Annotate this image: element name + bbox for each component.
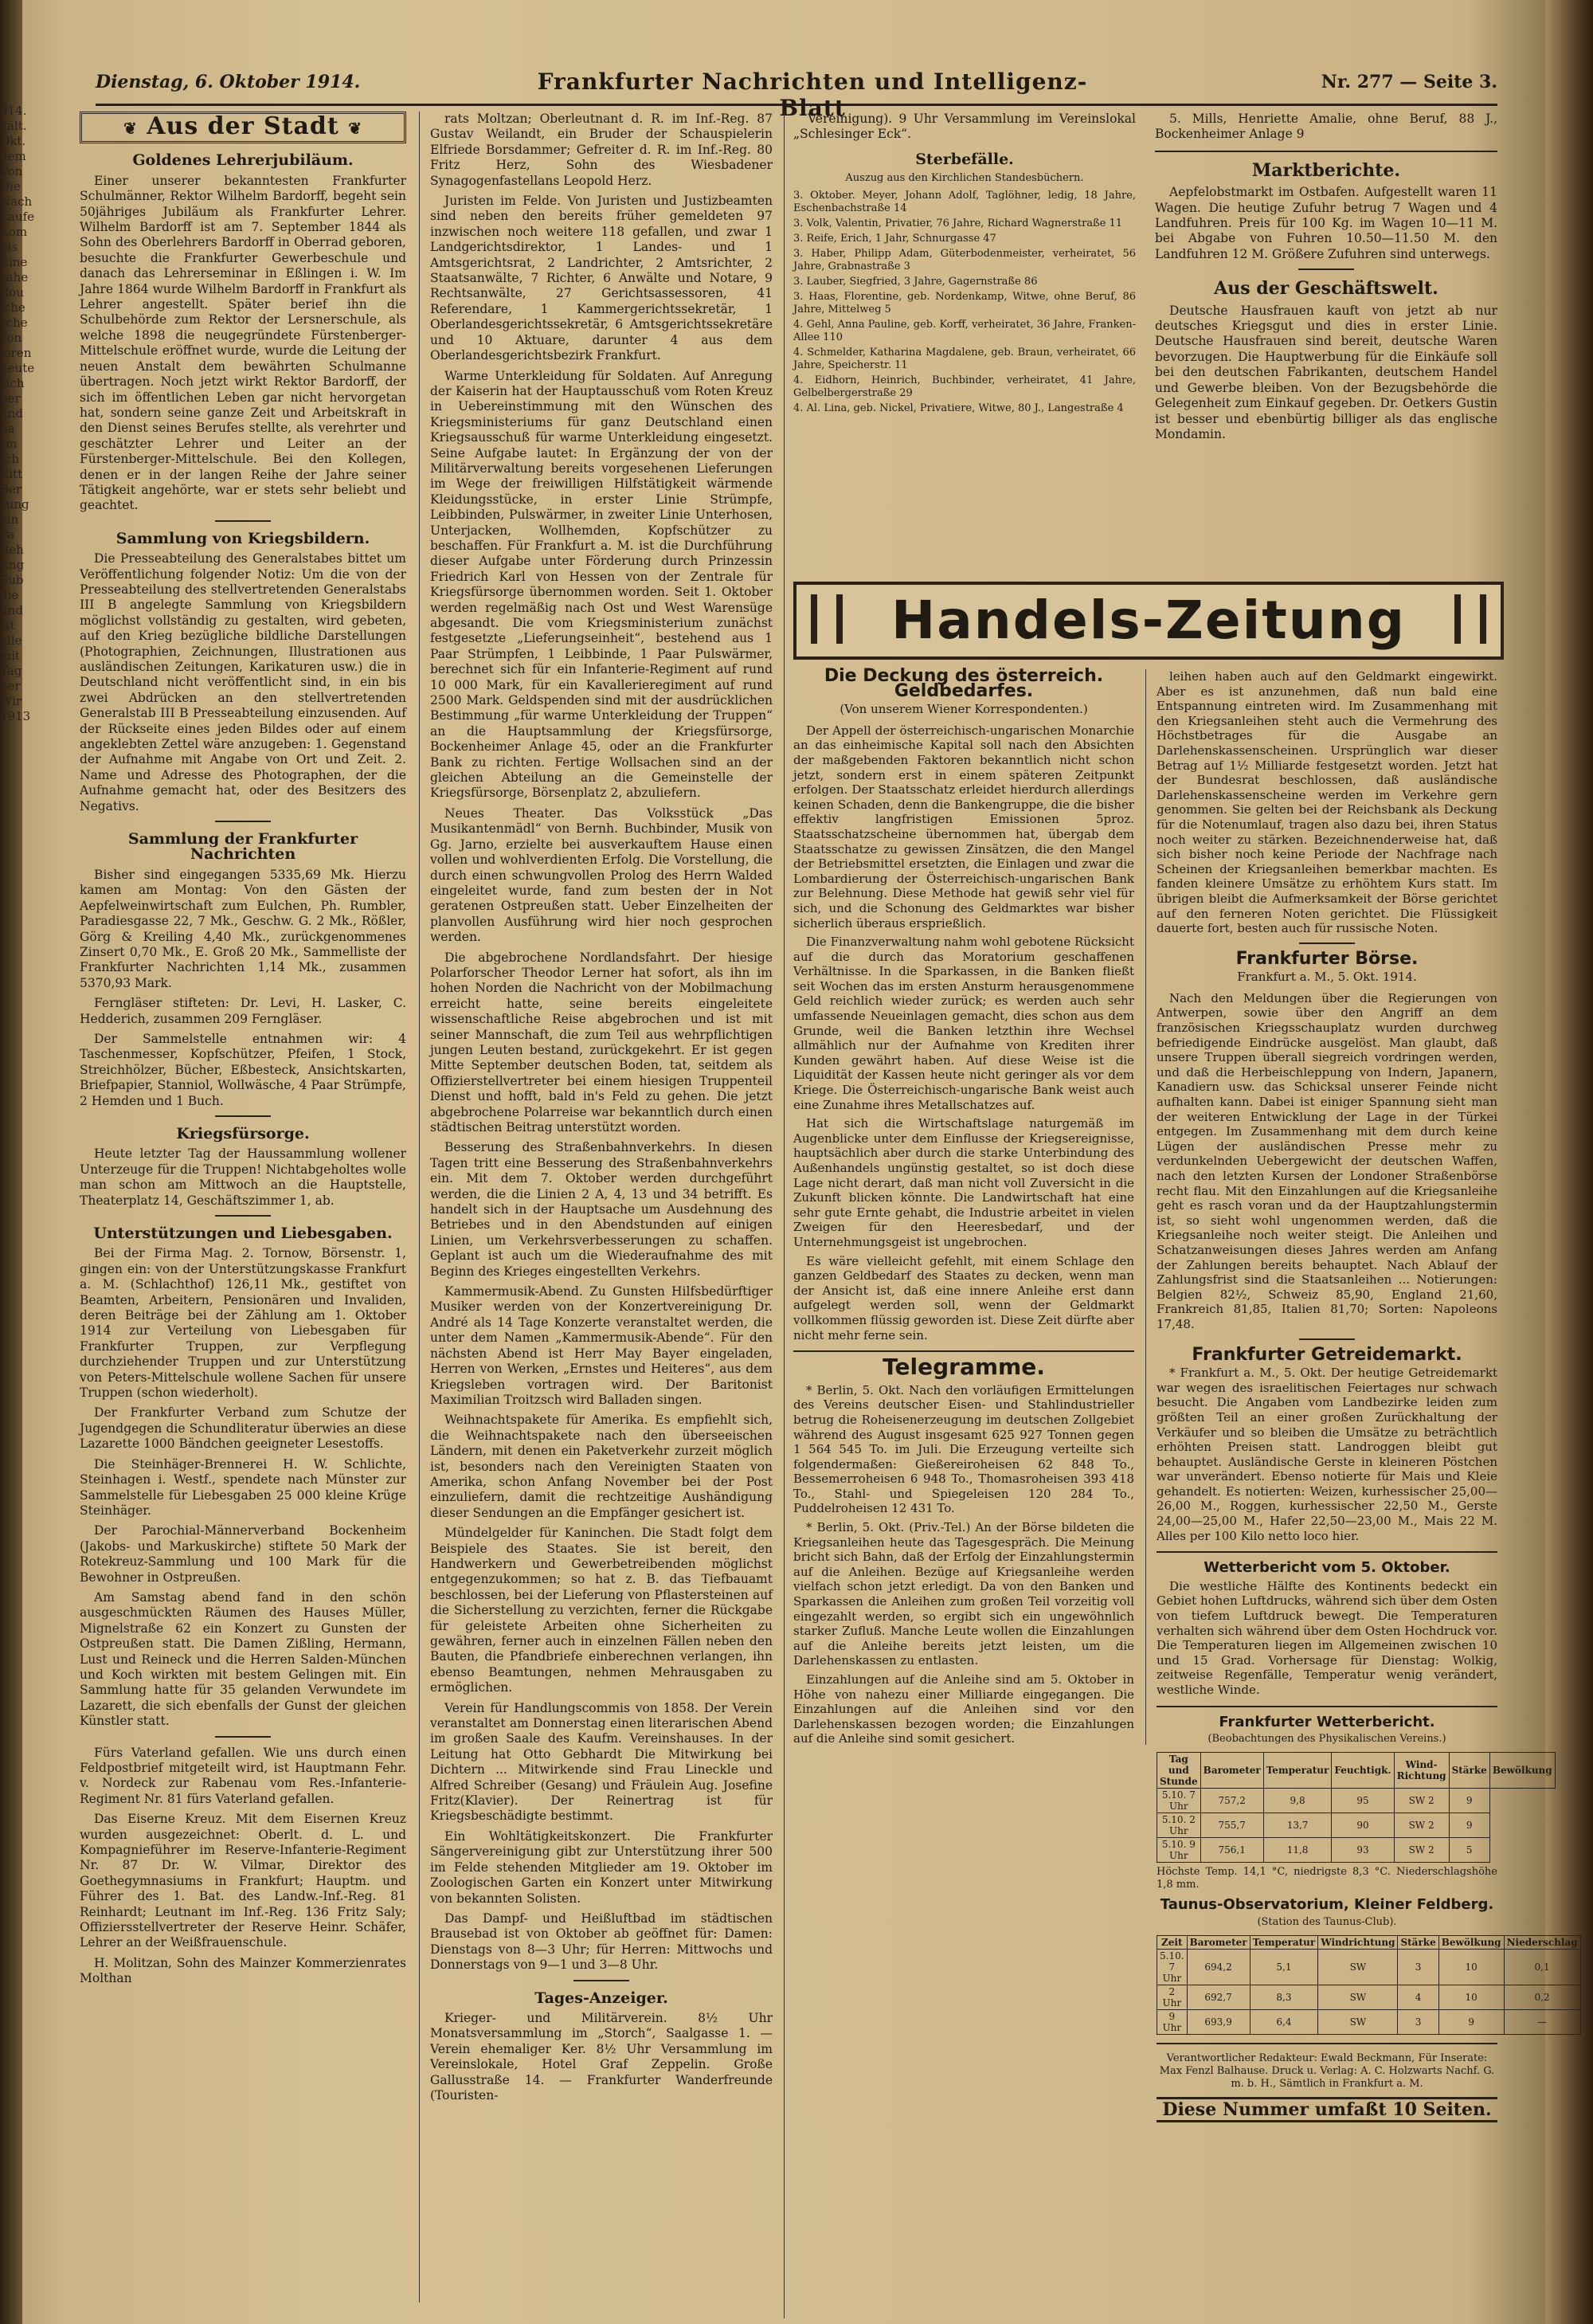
strip-fragment: Eine	[0, 255, 28, 269]
table-cell: 95	[1332, 1789, 1394, 1813]
article-text: rats Moltzan; Oberleutnant d. R. im Inf.-Reg. 87 Gustav Weilandt, ein Bruder der Schauspielerin Elfriede Borsdammer; Gefreiter d. R. im Inf.-Reg. 80 Fritz Herz, Sohn des Wiesbadener Synagogenfastellans Leopold Herz.	[430, 112, 773, 188]
article-text: Die westliche Hälfte des Kontinents bedeckt ein Gebiet hohen Luftdrucks, während sich über dem Osten von tiefem Luftdruck bewegt. Die Temperaturen verhalten sich während über dem Osten Hochdruck vor. Die Temperaturen liegen im Allgemeinen zwischen 10 und 15 Grad. Vorhersage für Dienstag: Wolkig, zeitweise Regenfälle, Temperatur wenig verändert, westliche Winde.	[1157, 1578, 1497, 1697]
issue-date: Dienstag, 6. Oktober 1914.	[96, 72, 361, 92]
article-text: Heute letzter Tag der Haussammlung wollener Unterzeuge für die Truppen! Nichtabgeholtes wolle man schon am Mittwoch an die Hauptstelle, Theaterplatz 14, Geschäftszimmer 1, ab.	[80, 1146, 406, 1208]
death-notice: 4. Eidhorn, Heinrich, Buchbinder, verheiratet, 41 Jahre, Gelbelbergerstraße 29	[793, 374, 1136, 400]
death-notice-list	[793, 190, 1136, 415]
article-text: Neues Theater. Das Volksstück „Das Musikantenmädl“ von Bernh. Buchbinder, Musik von Gg. Jarno, erzielte bei ausverkauftem Hause einen vollen und wohlverdienten Erfolg. Die Vorstellung, die durch einen schwungvollen Prolog des Herrn Walded eingeleitet wurde, fand zum besten der in Not geratenen Ostpreußen statt. Ueber Einzelheiten der planvollen Ausführung wird hier noch gesprochen werden.	[430, 805, 773, 945]
article-text: Fürs Vaterland gefallen. Wie uns durch einen Feldpostbrief mitgeteilt wird, ist Hauptmann Fehr. v. Nordeck zur Rabenau vom Res.-Infanterie-Regiment Nr. 81 fürs Vaterland gefallen.	[80, 1745, 406, 1806]
divider	[215, 821, 271, 822]
column-header: Barometer	[1187, 1935, 1250, 1949]
headline: Wetterbericht vom 5. Oktober.	[1204, 1559, 1450, 1577]
strip-fragment: sung	[0, 497, 29, 511]
headline: Tages-Anzeiger.	[534, 1989, 668, 2007]
divider	[793, 1350, 1134, 1352]
article-text: * Berlin, 5. Okt. (Priv.-Tel.) An der Börse bildeten die Kriegsanleihen heute das Tagesgespräch. Die Meinung bricht sich Bahn, daß der Erfolg der Einzahlungstermin auf die Anleihen. Bezüge auf Kriegsanleihe werden vielfach schon jetzt erledigt. Da von den Banken und Sparkassen die Anleihen zum großen Teil vorzeitig voll eingezahlt werden, so ergibt sich ein ungewöhnlich starker Zufluß. Manche Leute wollen die Einzahlungen auf die Anleihe bereits jetzt leisten, um die Darlehenskassen zu entlasten.	[793, 1520, 1134, 1668]
article-text: leihen haben auch auf den Geldmarkt eingewirkt. Aber es ist anzunehmen, daß nun bald eine Entspannung eintreten wird. Im Zusammenhang mit den Kriegsanleihen steht auch die Vermehrung des Höchstbetrages für die Ausgabe an Darlehenskassenscheinen. Ursprünglich war dieser Betrag auf 1½ Milliarde festgesetzt worden. Jetzt hat der Bundesrat beschlossen, daß ausländische Darlehenskassenscheine werden im Verkehre gern genommen. Sie gelten bei der Reichsbank als Deckung für die Notenumlauf, tragen also dazu bei, ihren Status noch weiter zu stärken. Bezeichnenderweise hat, daß sich bisher noch keine Periode der Nachfrage nach Scheinen der Kriegsanleihen bemerkbar machten. Es fanden kleinere Umsätze zu erhöhtem Kurs statt. Im übrigen bleibt die Aufmerksamkeit der Börse gerichtet auf den ferneren Noten gerichtet. Die Flüssigkeit dauerte fort, besten auch für russische Noten.	[1157, 669, 1497, 936]
strip-fragment: Sub	[0, 573, 24, 587]
strip-fragment: ber	[0, 679, 21, 693]
death-notice: 3. Lauber, Siegfried, 3 Jahre, Gagernstraße 86	[793, 276, 1038, 288]
table-cell: 5.10. 7 Uhr	[1157, 1789, 1201, 1813]
strip-fragment: rm	[0, 437, 18, 451]
table-cell: 693,9	[1187, 2009, 1250, 2034]
article-text: * Frankfurt a. M., 5. Okt. Der heutige Getreidemarkt war wegen des israelitischen Feiertages nur schwach besucht. Die Angaben vom Landbezirke leiden zum größten Teil an einer großen Zurückhaltung der Verkäufer und so bleiben die Umsätze zu beträchtlich erhöhten Preisen statt. Landroggen bleibt gut behauptet. Ausländische Gerste in kleineren Pöstchen war unverändert. Ebenso notierte für Mais und Kleie gehandelt. Es notierten: Weizen, kurhessischer 25,00—26,00 M., Roggen, kurhessischer 22,50 M., Gerste 24,00—25,00 M., Hafer 22,50—23,00 M., Mais 22 M. Alles per 100 Kilo netto loco hier.	[1157, 1366, 1497, 1543]
divider	[1157, 2043, 1497, 2044]
article-text: H. Molitzan, Sohn des Mainzer Kommerzienrates Molthan	[80, 1955, 406, 1986]
article-text: Hat sich die Wirtschaftslage naturgemäß im Augenblicke unter dem Einflusse der Kriegsereignisse, hauptsächlich aber durch die starke Unterbindung des Außenhandels ungünstig gestaltet, so ist doch diese Lage nicht derart, daß man nicht voll Zuversicht in die Zukunft blicken könnte. Die Landwirtschaft hat eine sehr gute Ernte gehabt, die Industrie arbeitet in vielen Zweigen für den Heeresbedarf, und der Unternehmungsgeist ist ungebrochen.	[793, 1116, 1134, 1249]
table-cell: 5.10. 9 Uhr	[1157, 1838, 1201, 1863]
column-header: Windrichtung	[1318, 1935, 1398, 1949]
table-row	[1157, 1985, 1581, 2009]
weather-table	[1157, 1752, 1556, 1863]
column-header: Tag und Stunde	[1157, 1753, 1201, 1789]
death-notice: 4. Al. Lina, geb. Nickel, Privatiere, Witwe, 80 J., Langestraße 4	[793, 402, 1124, 415]
divider	[1298, 268, 1354, 270]
article-text: 5. Mills, Henriette Amalie, ohne Beruf, 88 J., Bockenheimer Anlage 9	[1155, 112, 1497, 142]
article-text: * Berlin, 5. Okt. Nach den vorläufigen Ermittelungen des Vereins deutscher Eisen- und Stahlindustrieller betrug die Roheisenerzeugung im deutschen Zollgebiet während des August insgesamt 625 927 Tonnen gegen 1 564 545 To. im Juli. Die Erzeugung verteilte sich folgendermaßen: Gießereiroheisen 62 848 To., Bessemerroheisen 6 948 To., Thomasroheisen 393 418 To., Stahl- und Spiegeleisen 120 284 To., Puddelroheisen 12 431 To.	[793, 1382, 1134, 1516]
divider	[1157, 1551, 1497, 1553]
divider	[1157, 1706, 1497, 1707]
table-cell: 6,4	[1250, 2009, 1318, 2034]
table-cell: 9	[1449, 1813, 1489, 1838]
taunus-table	[1157, 1935, 1581, 2035]
table-cell: 756,1	[1200, 1838, 1263, 1863]
divider	[1299, 943, 1355, 944]
handels-column-right	[1157, 669, 1578, 2310]
strip-fragment: Ritt	[0, 467, 23, 481]
table-cell: 5.10. 7 Uhr	[1157, 1949, 1188, 1985]
column-header: Wind-Richtung	[1394, 1753, 1449, 1789]
table-cell: 5,1	[1250, 1949, 1318, 1985]
ornament-icon: ❦	[348, 119, 362, 138]
headline: Taunus-Observatorium, Kleiner Feldberg.	[1160, 1896, 1494, 1914]
headline: Frankfurter Börse.	[1235, 948, 1419, 969]
table-cell: 9	[1449, 1789, 1489, 1813]
strip-fragment: 1913	[0, 709, 31, 723]
column-header: Stärke	[1449, 1753, 1489, 1789]
table-cell: 3	[1398, 1949, 1438, 1985]
article-text: Nach den Meldungen über die Regierungen von Antwerpen, sowie über den Angriff an dem französischen Kriegsschauplatz wurden durchweg befriedigende Eindrücke ausgelöst. Man glaubt, daß unsere Truppen überall siegreich vordringen werden, und daß die Herbeischleppung von Indern, Japanern, Kanadiern usw. das Schicksal unserer Feinde nicht aufhalten kann. Dabei ist einiger Spannung sieht man der weiteren Entwicklung der Lage in der Türkei entgegen. Im Zusammenhang mit dem durch keine Lügen der ausländischen Presse mehr zu verdunkelnden Uebergewicht der deutschen Waffen, nach den letzten Kursen der Londoner Straßenbörse recht flau. Mit den Einzahlungen auf die Kriegsanleihe geht es rasch voran und da der Hauptzahlungstermin ist, so sieht wohl ungenommen werden, daß die Kriegsanleihe noch weiter steigt. Die Anleihen und Schatzanweisungen dieses Jahres werden am Anfang der Zahlungen bereits behauptet. Nach Ablauf der Zahlungsfrist sind die Staatsanleihen ... Notierungen: Belgien 82½, Schweiz 85,90, England 21,60, Frankreich 81,85, Italien 81,70; Sorten: Napoleons 17,48.	[1157, 990, 1497, 1331]
article-text: Besserung des Straßenbahnverkehrs. In diesen Tagen tritt eine Besserung des Straßenbahnverkehrs ein. Mit dem 7. Oktober werden durchgeführt werden, die die Linien 2 A, 4, 13 und 34 betrifft. Es handelt sich in der Hauptsache um Ausdehnung des Betriebes und in den Abendstunden auf einigen Linien, um Verkehrsverbesserungen zu schaffen. Geplant ist auch um die Wiederaufnahme des mit Beginn des Krieges eingestellten Verkehrs.	[430, 1140, 773, 1279]
strip-fragment: ieren	[0, 346, 32, 360]
headline: Goldenes Lehrerjubiläum.	[132, 151, 354, 170]
table-cell: 10	[1438, 1985, 1504, 2009]
divider	[215, 1736, 271, 1738]
table-cell: 692,7	[1187, 1985, 1250, 2009]
banner-ornament	[811, 594, 843, 644]
table-cell: 0,1	[1504, 1949, 1580, 1985]
article-text: Kammermusik-Abend. Zu Gunsten Hilfsbedürftiger Musiker werden von der Konzertvereinigung Dr. André als 14 Tage Konzerte veranstaltet werden, die unter dem Namen „Kammermusik-Abende“. Für den nächsten Abend ist Herr May Bayer eingeladen, Herren von Werken, „Ernstes und Heiteres“, aus dem Kriegsleben vortragen wird. Der Baritonist Maximilian Troitzsch wird Balladen singen.	[430, 1284, 773, 1407]
divider	[215, 1215, 271, 1217]
subheadline: (Beobachtungen des Physikalischen Vereins.)	[1207, 1733, 1446, 1746]
strip-fragment: Nach	[0, 194, 33, 209]
table-row	[1157, 1813, 1556, 1838]
strip-fragment: sahe	[0, 270, 29, 284]
handels-column-left	[793, 666, 1146, 1746]
table-cell: 93	[1332, 1838, 1394, 1863]
strip-fragment: ist	[0, 618, 15, 633]
table-cell: 4	[1398, 1985, 1438, 2009]
subheadline: (Von unserem Wiener Korrespondenten.)	[840, 702, 1088, 717]
section-header-stadt	[80, 112, 406, 143]
strip-fragment: Ber	[0, 482, 22, 496]
table-cell: 9	[1438, 2009, 1504, 2034]
table-row	[1157, 1789, 1556, 1813]
strip-fragment: sche	[0, 315, 28, 330]
column-header: Barometer	[1200, 1753, 1263, 1789]
dateline: Frankfurt a. M., 5. Okt. 1914.	[1237, 970, 1417, 985]
article-text: Die abgebrochene Nordlandsfahrt. Der hiesige Polarforscher Theodor Lerner hat sofort, als ihn im hohen Norden die Nachricht von der Mobilmachung erreicht hatte, seine bereits eingeleitete wissenschaftliche Reise abgebrochen und ist mit seiner Mannschaft, die zum Teil aus wehrpflichtigen jungen Leuten bestand, zurückgekehrt. Er ist gegen Mitte September deutschen Boden, tat, seitdem als Offizierstellvertreter bei einem hiesigen Truppenteil Dienst und hofft, bald in's Feld zu gehen. Die jetzt abgebrochene Polarreise war bekanntlich durch einen städtischen Beitrag unterstützt worden.	[430, 950, 773, 1135]
article-text: Aepfelobstmarkt im Ostbafen. Aufgestellt waren 11 Wagen. Die heutige Zufuhr betrug 7 Wagen und 4 Landfuhren. Preis für 100 Kg. im Wagen 10—11 M. bei Abgabe von Fuhren 10.50—11.50 M. den Landfuhren 12 M. Größere Zufuhren sind unterwegs.	[1155, 185, 1497, 261]
ornament-icon: ❦	[123, 119, 138, 138]
death-notice: 4. Gehl, Anna Pauline, geb. Korff, verheiratet, 36 Jahre, Franken-Allee 110	[793, 319, 1136, 344]
article-text: Juristen im Felde. Von Juristen und Justizbeamten sind neben den bereits früher gemeldeten 97 inzwischen noch weitere 118 gefallen, und zwar 1 Landgerichtsdirektor, 1 Landes- und 1 Amtsgerichtsrat, 2 Landrichter, 2 Amtsrichter, 2 Staatsanwälte, 7 Richter, 6 Anwälte und Notare, 9 Rechtsanwälte, 27 Gerichtsassessoren, 41 Referendare, 1 Kammergerichtssekretär, 1 Oberlandesgerichtssekretär, 6 Amtsgerichtssekretäre und 10 Aktuare, darunter 4 aus dem Oberlandesgerichtsbezirk Frankfurt.	[430, 194, 773, 363]
column-1	[80, 112, 420, 2302]
column-header: Bewölkung	[1489, 1753, 1555, 1789]
column-header: Temperatur	[1250, 1935, 1318, 1949]
strip-fragment: und	[0, 603, 23, 617]
section-banner-handelszeitung	[793, 582, 1504, 660]
strip-fragment: Eng	[0, 558, 25, 572]
column-2	[430, 112, 785, 2318]
table-cell: 3	[1398, 2009, 1438, 2034]
cut-off-column	[0, 104, 46, 2175]
table-cell: 13,7	[1263, 1813, 1332, 1838]
table-cell: SW	[1318, 1949, 1398, 1985]
table-cell: —	[1504, 2009, 1580, 2034]
masthead	[96, 69, 1497, 121]
headline: Marktberichte.	[1251, 159, 1401, 181]
strip-fragment: Tag	[0, 664, 22, 678]
headline: Die Deckung des österreich. Geldbedarfes.	[824, 666, 1104, 701]
divider	[1299, 1338, 1355, 1340]
table-cell: SW 2	[1394, 1789, 1449, 1813]
article-text: Die Finanzverwaltung nahm wohl gebotene Rücksicht auf die durch das Moratorium geschaffenen Verhältnisse. In die Sparkassen, in die Banken fließt seit Wochen das im ersten Ansturm herausgenommene Geld reichlich wieder zurück; es werden auch sehr umfassende Neueinlagen gemacht, dies schon aus dem Grunde, weil die Banken letzthin ihre Wechsel allmählich nur der Aufnahme von Krediten ihrer Kunden gewährt haben. Auf diese Weise ist die Liquidität der Kassen heute nicht geringer als vor dem Kriege. Die Österreichisch-ungarische Bank weist auch eine Zunahme ihres Metallschatzes auf.	[793, 935, 1134, 1112]
strip-fragment: Reh	[0, 543, 24, 557]
strip-fragment: Pa	[0, 527, 15, 542]
column-header: Zeit	[1157, 1935, 1188, 1949]
headline: Frankfurter Getreidemarkt.	[1192, 1344, 1462, 1365]
strip-fragment: pa	[0, 421, 15, 436]
section-title: Aus der Stadt	[147, 112, 339, 140]
article-text: Deutsche Hausfrauen kauft von jetzt ab nur deutsches Kriegsgut und dies in erster Linie. Deutsche Hausfrauen sind bereit, deutsche Waren bevorzugen. Die Hauptwerbung für die Einkäufe soll bei den deutschen Fabrikanten, deutschem Handel und Gewerbe bleiben. Von der Bezugsbehörde die Gelegenheit zum Einkauf gegeben. Dr. Oetkers Gustin ist besser und ebenbürtig billiger als das englische Mondamin.	[1155, 303, 1497, 441]
table-cell: 755,7	[1200, 1813, 1263, 1838]
divider	[573, 1980, 629, 1981]
death-notice: 3. Oktober. Meyer, Johann Adolf, Taglöhner, ledig, 18 Jahre, Eschenbachstraße 14	[793, 190, 1136, 215]
death-notice: 4. Schmelder, Katharina Magdalene, geb. Braun, verheiratet, 66 Jahre, Speicherstr. 11	[793, 347, 1136, 372]
strip-fragment: sich	[0, 376, 25, 390]
article-text: Ein Wohltätigkeitskonzert. Die Frankfurter Sängervereinigung gibt zur Unterstützung ihrer 500 im Felde stehenden Mitglieder am 19. Oktober im Zoologischen Garten ein Konzert unter Mitwirkung von bekannten Solisten.	[430, 1828, 773, 1906]
strip-fragment: kält.	[0, 119, 27, 133]
banner-title: Handels-Zeitung	[890, 590, 1407, 651]
article-text: Bei der Firma Mag. 2. Tornow, Börsenstr. 1, gingen ein: von der Unterstützungskasse Frankfurt a. M. (Schlachthof) 126,11 Mk., gestiftet von Beamten, Arbeitern, Pensionären und Invaliden, deren Beiträge bei der Zählung am 1. Oktober 1914 zur Verteilung von Liebesgaben für Frankfurter Truppen, zur Verpflegung durchziehender Truppen und zur Unterstützung von Peters-Mittelschule wollene Sachen für unsere Truppen (schon wiederholt).	[80, 1246, 406, 1401]
table-cell: 9 Uhr	[1157, 2009, 1188, 2034]
table-cell: SW	[1318, 2009, 1398, 2034]
strip-fragment: iche	[0, 300, 25, 315]
table-cell: SW	[1318, 1985, 1398, 2009]
headline: Sterbefälle.	[915, 150, 1014, 168]
article-text: Der Parochial-Männerverband Bockenheim (Jakobs- und Markuskirche) stiftete 50 Mark der Rotekreuz-Sammlung und 100 Mark für die Bewohner in Ostpreußen.	[80, 1523, 406, 1585]
headline: Sammlung von Kriegsbildern.	[115, 529, 370, 547]
table-cell: 8,3	[1250, 1985, 1318, 2009]
article-text: Ferngläser stifteten: Dr. Levi, H. Lasker, C. Hedderich, zusammen 209 Ferngläser.	[80, 996, 406, 1026]
strip-fragment: und	[0, 406, 23, 421]
article-text: Mündelgelder für Kaninchen. Die Stadt folgt dem Beispiele des Staates. Sie ist bereit, den Handwerkern und Gewerbetreibenden möglichst entgegenzukommen; so hat z. B. das Tiefbauamt beschlossen, bei der Lieferung von Pflastersteinen auf die Sicherstellung zu verzichten, ferner die Rückgabe für geleistete Arbeiten ohne Sicherheiten zu gewähren, ferner auch in einzelnen Fällen neben den Bauten, die Pfandbriefe einberechnen verlangen, ihn ebenso Beamtungen, nehmen Mehrausgaben zu ermöglichen.	[430, 1526, 773, 1695]
table-cell: 694,2	[1187, 1949, 1250, 1985]
death-notice: 3. Haber, Philipp Adam, Güterbodenmeister, verheiratet, 56 Jahre, Grabnastraße 3	[793, 248, 1136, 273]
table-cell: SW 2	[1394, 1838, 1449, 1863]
strip-fragment: Ich	[0, 452, 19, 466]
strip-fragment: die	[0, 588, 19, 602]
weather-note: Höchste Temp. 14,1 °C, niedrigste 8,3 °C. Niederschlagshöhe 1,8 mm.	[1157, 1866, 1497, 1891]
article-text: Die Presseabteilung des Generalstabes bittet um Veröffentlichung folgender Notiz: Um die von der Presseabteilung des stellvertretenden Generalstabs III B angelegte Sammlung von Kriegsbildern möglichst vollständig zu gestalten, wird gebeten, auf den Krieg bezügliche bildliche Darstellungen (Photographien, Zeichnungen, Illustrationen aus ausländischen Zeitungen, Karikaturen usw.) die in Deutschland nicht veröffentlicht sind, in ein bis zwei Abdrücken an den stellvertretenden Generalstab III B Presseabteilung einzusenden. Auf der Rückseite eines jeden Bildes oder auf einem angeklebten Zettel wäre anzugeben: 1. Gegenstand der Aufnahme mit Angabe von Ort und Zeit. 2. Name und Adresse des Photographen, der die Aufnahme gemacht hat, oder des Besitzers des Negativs.	[80, 551, 406, 813]
divider	[1155, 151, 1497, 152]
article-text: Das Dampf- und Heißluftbad im städtischen Brausebad ist von Oktober ab geöffnet für: Damen: Dienstags von 8—3 Uhr; für Herren: Mittwochs und Donnerstags von 9—1 und 3—8 Uhr.	[430, 1911, 773, 1973]
article-text: Der Sammelstelle entnahmen wir: 4 Taschenmesser, Kopfschützer, Pfeifen, 1 Stock, Streichhölzer, Bücher, Eßbesteck, Ansichtskarten, Briefpapier, Stanniol, Wollwäsche, 4 Paar Strümpfe, 2 Hemden und 1 Buch.	[80, 1031, 406, 1108]
headline: Unterstützungen und Liebesgaben.	[93, 1225, 393, 1242]
headline: Aus der Geschäftswelt.	[1214, 278, 1438, 300]
column-4	[1155, 112, 1497, 574]
article-text: Am Samstag abend fand in den schön ausgeschmückten Räumen des Hauses Müller, Mignelstraße 62 ein Konzert zu Gunsten der Ostpreußen statt. Die Damen Zißling, Hermann, Lust und Reineck und die Herren Salden-München und Koch wirkten mit bestem Gelingen mit. Ein Sammlung hatte für 35 gelanden Verwundete im Lazarett, die sich ebenfalls der Gunst der gleichen Künstler statt.	[80, 1589, 406, 1729]
column-3	[793, 112, 1136, 574]
article-text: Verein für Handlungscommis von 1858. Der Verein veranstaltet am Donnerstag einen literarischen Abend im großen Saale des Kaufm. Vereinshauses. In der Leitung hat Otto Gebhardt Die Mitwirkung bei Dichtern ... Mitwirkende sind Frau Lineckle und Alfred Schreiber (Gesang) und Fräulein Aug. Josefine Fritz(Klavier). Der Reinertrag ist für Kriegsbeschädigte bestimmt.	[430, 1700, 773, 1824]
article-text: Vereinigung). 9 Uhr Versammlung im Vereinslokal „Schlesinger Eck“.	[793, 112, 1136, 142]
article-text: Weihnachtspakete für Amerika. Es empfiehlt sich, die Weihnachtspakete nach den überseeischen Ländern, mit denen ein Paketverkehr zurzeit möglich ist, besonders nach den Vereinigten Staaten von Amerika, schon Anfang November bei der Post einzuliefern, damit die rechtzeitige Aushändigung dieser Sendungen an die Empfänger gesichert ist.	[430, 1413, 773, 1520]
column-header: Niederschlag	[1504, 1935, 1580, 1949]
article-text: Bisher sind eingegangen 5335,69 Mk. Hierzu kamen am Montag: Von den Gästen der Aepfelweinwirtschaft zum Eulchen, Ph. Rumbler, Paradiesgasse 22, 7 Mk., Geschw. G. 2 Mk., Rößler, Görg & Kreiling 4,40 Mk., zurückgenommenes Zinsert 0,70 Mk., E. Groß 20 Mk., Sammelliste der Frankfurter Nachrichten 1,14 Mk., zusammen 5370,93 Mark.	[80, 867, 406, 990]
column-header: Temperatur	[1263, 1753, 1332, 1789]
strip-fragment: von	[0, 331, 22, 345]
article-text: Der Frankfurter Verband zum Schutze der Jugendgegen die Schundliteratur überwies an diese Lazarette 1000 Bändchen geeigneter Lesestoffs.	[80, 1405, 406, 1452]
table-body	[1157, 1949, 1581, 2034]
table-cell: 5	[1449, 1838, 1489, 1863]
table-cell: 0,2	[1504, 1985, 1580, 2009]
column-header: Stärke	[1398, 1935, 1438, 1949]
headline: Kriegsfürsorge.	[176, 1124, 310, 1142]
strip-fragment: Kom	[0, 225, 28, 239]
article-text: Es wäre vielleicht gefehlt, mit einem Schlage den ganzen Geldbedarf des Staates zu decken, wenn man der Ansicht ist, daß eine innere Anleihe erst dann aufgelegt werden soll, wenn der Geldmarkt vollkommen flüssig geworden ist. Diese Zeit dürfte aber nicht mehr ferne sein.	[793, 1253, 1134, 1342]
issue-number: Nr. 277 — Seite 3.	[1321, 72, 1497, 92]
death-notice: 3. Volk, Valentin, Privatier, 76 Jahre, Richard Wagnerstraße 11	[793, 218, 1123, 230]
headline: Frankfurter Wetterbericht.	[1219, 1713, 1435, 1730]
table-cell: SW 2	[1394, 1813, 1449, 1838]
column-header: Feuchtigk.	[1332, 1753, 1394, 1789]
death-notice: 3. Haas, Florentine, geb. Nordenkamp, Witwe, ohne Beruf, 86 Jahre, Mittelweg 5	[793, 291, 1136, 316]
strip-fragment: Laufe	[0, 210, 34, 224]
table-cell: 2 Uhr	[1157, 1985, 1188, 2009]
divider	[215, 1115, 271, 1117]
article-text: Das Eiserne Kreuz. Mit dem Eisernen Kreuz wurden ausgezeichnet: Oberlt. d. L. und Kompagnieführer im Reserve-Infanterie-Regiment Nr. 87 Dr. W. Vilmar, Direktor des Goethegymnasiums in Frankfurt; Hauptm. und Führer des 1. Bat. des Landw.-Inf.-Reg. 81 Reinhardt; Leutnant im Inf.-Reg. 136 Fritz Saly; Offiziersstellvertreter der Reserve Heinr. Schäfer, Lehrer an der Weißfrauenschule.	[80, 1812, 406, 1950]
table-header	[1157, 1935, 1581, 1949]
strip-fragment: mit	[0, 649, 21, 663]
table-cell: 9,8	[1263, 1789, 1332, 1813]
strip-fragment: ein	[0, 512, 19, 527]
table-cell: 90	[1332, 1813, 1394, 1838]
imprint: Verantwortlicher Redakteur: Ewald Beckmann, Für Inserate: Max Fenzl Balhause. Druck u. Verlag: A. C. Holzwarts Nachf. G. m. b. H., Sämtlich in Frankfurt a. M.	[1159, 2052, 1495, 2090]
divider	[215, 520, 271, 522]
subheadline: Auszug aus den Kirchlichen Standesbüchern.	[845, 172, 1084, 185]
table-cell: 10	[1438, 1949, 1504, 1985]
article-text: Der Appell der österreichisch-ungarischen Monarchie an das einheimische Kapital soll nach den Absichten der maßgebenden Faktoren bekanntlich nicht schon jetzt, sondern erst in einem späteren Zeitpunkt erfolgen. Der Staatsschatz erleidet hierdurch allerdings keinen Schaden, denn die Bankengruppe, die die bisher effektiv langfristigen Emissionen 5proz. Staatsschatzscheine übernommen hat, übergab dem Staatsschatze zu gewissen Zinsätzen, die den Mangel der Betriebsmittel ersetzten, die Einlagen und zwar die Lombardierung der Österreichisch-ungarischen Bank zur Belehnung. Diese Methode hat gewiß sehr viel für sich, und die Schonung des Geldmarktes war bisher sicherlich überaus ersprießlich.	[793, 723, 1134, 931]
strip-fragment: heute	[0, 361, 35, 375]
headline: Sammlung der Frankfurter Nachrichten	[127, 830, 358, 864]
table-cell: 11,8	[1263, 1838, 1332, 1863]
subheadline: (Station des Taunus-Club).	[1257, 1915, 1397, 1928]
strip-fragment: Von	[0, 164, 23, 178]
table-cell: 757,2	[1200, 1789, 1263, 1813]
article-text: Einzahlungen auf die Anleihe sind am 5. Oktober in Höhe von nahezu einer Milliarde eingegangen. Die Einzahlungen auf die Anleihen sind vor den Darlehenskassen bezogen worden; die Einzahlungen auf die Anleihe sind somit gesichert.	[793, 1672, 1134, 1746]
death-notice: 3. Reife, Erich, 1 Jahr, Schnurgasse 47	[793, 233, 996, 245]
newspaper-title: Frankfurter Nachrichten und Intelligenz-Blatt	[537, 69, 1088, 121]
strip-fragment: dem	[0, 149, 26, 163]
table-row	[1157, 2009, 1581, 2034]
banner-ornament	[1454, 594, 1486, 644]
article-text: Krieger- und Militärverein. 8½ Uhr Monatsversammlung im „Storch“, Saalgasse 1. — Verein ehemaliger Ker. 8½ Uhr Versammlung im Vereinslokale, Hotel Graf Zeppelin. Große Gallusstraße 14. — Frankfurter Wanderfreunde (Touristen-	[430, 2010, 773, 2103]
strip-fragment: bis	[0, 240, 18, 254]
strip-fragment: Rou	[0, 285, 24, 300]
article-text: Die Steinhäger-Brennerei H. W. Schlichte, Steinhagen i. Westf., spendete nach Münster zur Sammelstelle für Liebesgaben 25 000 kleine Krüge Steinhäger.	[80, 1456, 406, 1518]
column-header: Bewölkung	[1438, 1935, 1504, 1949]
page-count-notice: Diese Nummer umfaßt 10 Seiten.	[1157, 2097, 1497, 2123]
strip-fragment: Die	[0, 179, 21, 194]
table-row	[1157, 1838, 1556, 1863]
table-body	[1157, 1789, 1556, 1863]
table-cell: 5.10. 2 Uhr	[1157, 1813, 1201, 1838]
table-header	[1157, 1753, 1556, 1789]
strip-fragment: 914.	[0, 104, 27, 118]
strip-fragment: Wir	[0, 694, 22, 708]
article-text: Warme Unterkleidung für Soldaten. Auf Anregung der Kaiserin hat der Hauptausschuß vom Roten Kreuz in Uebereinstimmung mit den Wünschen des Kriegsministeriums für ganz Deutschland einen Kriegsausschuß für warme Unterkleidung eingesetzt. Seine Aufgabe lautet: In Ergänzung der von der Militärverwaltung bereits vorgesehenen Lieferungen im Wege der freiwilligen Hilfstätigkeit wärmende Kleidungsstücke, in erster Linie Strümpfe, Leibbinden, Pulswärmer, in zweiter Linie Unterhosen, Unterjacken, Wollhemden, Kopfschützer zu beschaffen. Für Frankfurt a. M. ist die Durchführung dieser Aufgabe unter Förderung durch Prinzessin Friedrich Karl von Hessen von der Zentrale für Kriegsfürsorge übernommen worden. Seit 1. Oktober werden regelmäßig nach Ost und West Warensüge abgesandt. Die vom Kriegsministerium zunächst festgesetzte „Lieferungseinheit“, bestehend aus 1 Paar Strümpfen, 1 Leibbinde, 1 Paar Pulswärmer, berechnet sich für ein Infanterie-Regiment auf rund 10 000 Mark, für ein Kavallerieregiment auf rund 2500 Mark. Geldspenden sind mit der ausdrücklichen Bestimmung „für warme Unterkleidung der Truppen“ an die Hauptsammlung der Kriegsfürsorge, Bockenheimer Anlage 45, oder an die Frankfurter Bank zu richten. Fertige Wollsachen sind an der gleichen Abteilung an die Gemeinstelle der Kriegsfürsorge, Börsenplatz 2, abzuliefern.	[430, 368, 773, 801]
strip-fragment: alle	[0, 633, 22, 648]
headline: Telegramme.	[883, 1354, 1045, 1381]
strip-fragment: ber	[0, 391, 21, 406]
article-text: Einer unserer bekanntesten Frankfurter Schulmänner, Rektor Wilhelm Bardorff, begeht sein 50jähriges Jubiläum als Frankfurter Lehrer. Wilhelm Bardorff ist am 7. September 1844 als Sohn des Oberlehrers Bardorff in Oberrad geboren, besuchte die Frankfurter Gewerbeschule und danach das Lehrerseminar in Eßlingen i. W. Im Jahre 1864 wurde Wilhelm Bardorff in Frankfurt als Lehrer angestellt. Später berief ihn die Schulbehörde zum Rektor der Lersnerschule, als welche 1898 die neugegründete Fürstenberger-Mittelschule eröffnet wurde, wurde die Leitung der neuen Anstalt dem bewährten Schulmanne übertragen. Noch jetzt wirkt Rektor Bardorff, der sich im öffentlichen Leben gar nicht hervorgetan hat, sondern seine ganze Zeit und Arbeitskraft in den Dienst seines Berufes stellte, als verehrter und geschätzter Lehrer und Leiter an der Fürstenberger-Mittelschule. Bei den Kollegen, denen er in der langen Reihe der Jahre seiner Tätigkeit angehörte, war er stets sehr beliebt und geachtet.	[80, 173, 406, 513]
strip-fragment: Okt.	[0, 134, 26, 148]
table-row	[1157, 1949, 1581, 1985]
